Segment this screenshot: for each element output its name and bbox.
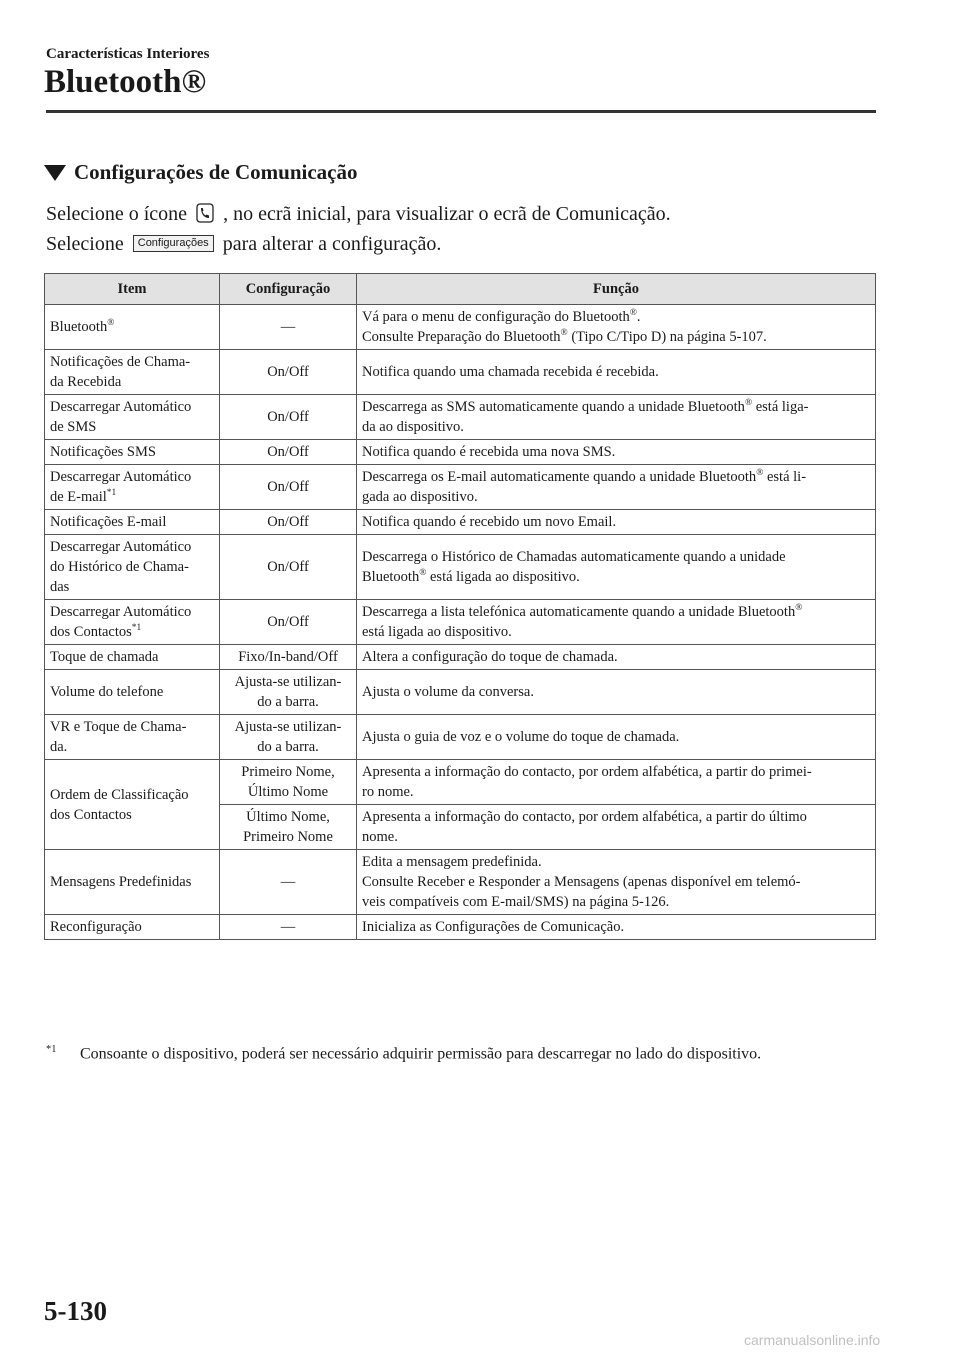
table-row (45, 645, 876, 670)
section-title: Configurações de Comunicação (74, 160, 358, 184)
config-cell: On/Off (220, 600, 357, 645)
table-row (45, 510, 876, 535)
function-cell (357, 645, 876, 670)
item-cell: Descarregar Automático de SMS (45, 395, 220, 440)
intro-text: Selecione (46, 233, 124, 255)
function-cell: Apresenta a informação do contacto, por ordem alfabética, a partir do primei- ro nome. (357, 760, 876, 805)
function-line: Ajusta o guia de voz e o volume do toque de chamada. (362, 729, 680, 745)
chapter-category: Características Interiores (46, 46, 210, 62)
function-cell (357, 600, 876, 645)
config-cell: Fixo/In-band/Off (220, 645, 357, 670)
item-cell: Ordem de Classificação dos Contactos (45, 760, 220, 850)
intro-text: Selecione o ícone (46, 203, 188, 225)
function-line: Ajusta o volume da conversa. (362, 684, 534, 700)
table-row (45, 350, 876, 395)
table-row (45, 440, 876, 465)
intro-line-1 (46, 203, 671, 229)
config-cell: On/Off (220, 395, 357, 440)
config-cell: — (220, 915, 357, 940)
intro-line-2 (46, 233, 441, 256)
table-header-row (45, 274, 876, 305)
function-cell (357, 440, 876, 465)
phone-icon (196, 203, 214, 229)
item-cell: Notificações E-mail (45, 510, 220, 535)
item-cell: Notificações SMS (45, 440, 220, 465)
table-row (45, 600, 876, 645)
config-cell: Último Nome, Primeiro Nome (220, 805, 357, 850)
config-cell: Ajusta-se utilizan- do a barra. (220, 715, 357, 760)
function-cell (357, 510, 876, 535)
function-line: Vá para o menu de configuração do Bluetooth®. (362, 308, 641, 325)
function-line: Descarrega os E-mail automaticamente quando a unidade Bluetooth® está li- gada ao dispositivo. (362, 468, 807, 505)
function-line: Descarrega o Histórico de Chamadas automaticamente quando a unidade Bluetooth® está ligada ao dispositivo. (362, 549, 786, 585)
item-cell: Reconfiguração (45, 915, 220, 940)
function-line: Notifica quando é recebida uma nova SMS. (362, 444, 616, 460)
function-line: Descarrega a lista telefónica automaticamente quando a unidade Bluetooth® está ligada ao dispositivo. (362, 603, 803, 640)
function-line: Consulte Receber e Responder a Mensagens (apenas disponível em telemó- veis compatíveis com E-mail/SMS) na página 5-126. (362, 874, 801, 910)
function-cell (357, 535, 876, 600)
triangle-bullet-icon (44, 165, 66, 181)
function-line: Notifica quando é recebido um novo Email. (362, 514, 617, 530)
header-function: Função (357, 274, 876, 305)
config-cell: On/Off (220, 535, 357, 600)
function-cell (357, 350, 876, 395)
table-row (45, 670, 876, 715)
page-number: 5-130 (44, 1296, 107, 1326)
config-cell: Primeiro Nome, Último Nome (220, 760, 357, 805)
function-cell (357, 915, 876, 940)
item-cell: Descarregar Automático do Histórico de Chama- das (45, 535, 220, 600)
header-item: Item (45, 274, 220, 305)
config-cell: On/Off (220, 465, 357, 510)
config-cell: On/Off (220, 350, 357, 395)
function-cell (357, 395, 876, 440)
table-row (45, 715, 876, 760)
section-heading (44, 160, 357, 185)
function-line: Altera a configuração do toque de chamada. (362, 649, 618, 665)
config-cell: Ajusta-se utilizan- do a barra. (220, 670, 357, 715)
table-row (45, 850, 876, 915)
config-cell: — (220, 305, 357, 350)
function-cell: Apresenta a informação do contacto, por ordem alfabética, a partir do último nome. (357, 805, 876, 850)
item-cell: Mensagens Predefinidas (45, 850, 220, 915)
table-row (45, 395, 876, 440)
site-watermark: carmanualsonline.info (744, 1332, 881, 1348)
function-line: Inicializa as Configurações de Comunicação. (362, 919, 625, 935)
page-title: Bluetooth® (44, 64, 207, 100)
function-line: Descarrega as SMS automaticamente quando a unidade Bluetooth® está liga- da ao dispositivo. (362, 398, 809, 435)
function-cell (357, 670, 876, 715)
item-cell: Volume do telefone (45, 670, 220, 715)
table-row (45, 760, 876, 805)
table-row (45, 465, 876, 510)
item-cell: Descarregar Automático dos Contactos$^{*1}$ (45, 600, 220, 645)
table-row (45, 535, 876, 600)
function-cell (357, 850, 876, 915)
table-row (45, 305, 876, 350)
item-cell: Bluetooth® (45, 305, 220, 350)
header-config: Configuração (220, 274, 357, 305)
configuracoes-button: Configurações (133, 235, 214, 252)
table-row (45, 915, 876, 940)
config-cell: On/Off (220, 510, 357, 535)
function-line: Consulte Preparação do Bluetooth® (Tipo C/Tipo D) na página 5-107. (362, 328, 767, 345)
function-line: Edita a mensagem predefinida. (362, 854, 542, 870)
item-cell: Toque de chamada (45, 645, 220, 670)
table-body (45, 305, 876, 940)
title-divider (46, 110, 876, 113)
function-cell (357, 305, 876, 350)
intro-text: , no ecrã inicial, para visualizar o ecrã de Comunicação. (223, 203, 671, 225)
intro-text: para alterar a configuração. (222, 233, 442, 255)
config-cell: — (220, 850, 357, 915)
item-cell: Descarregar Automático de E-mail$^{*1}$ (45, 465, 220, 510)
footnote-mark: *1 (46, 1044, 57, 1055)
footnote (46, 1044, 886, 1063)
item-cell: VR e Toque de Chama- da. (45, 715, 220, 760)
settings-table (44, 273, 876, 940)
function-cell (357, 715, 876, 760)
function-cell (357, 465, 876, 510)
footnote-text: Consoante o dispositivo, poderá ser necessário adquirir permissão para descarregar no lado do dispositivo. (80, 1045, 762, 1063)
item-cell: Notificações de Chama- da Recebida (45, 350, 220, 395)
function-line: Notifica quando uma chamada recebida é recebida. (362, 364, 659, 380)
config-cell: On/Off (220, 440, 357, 465)
